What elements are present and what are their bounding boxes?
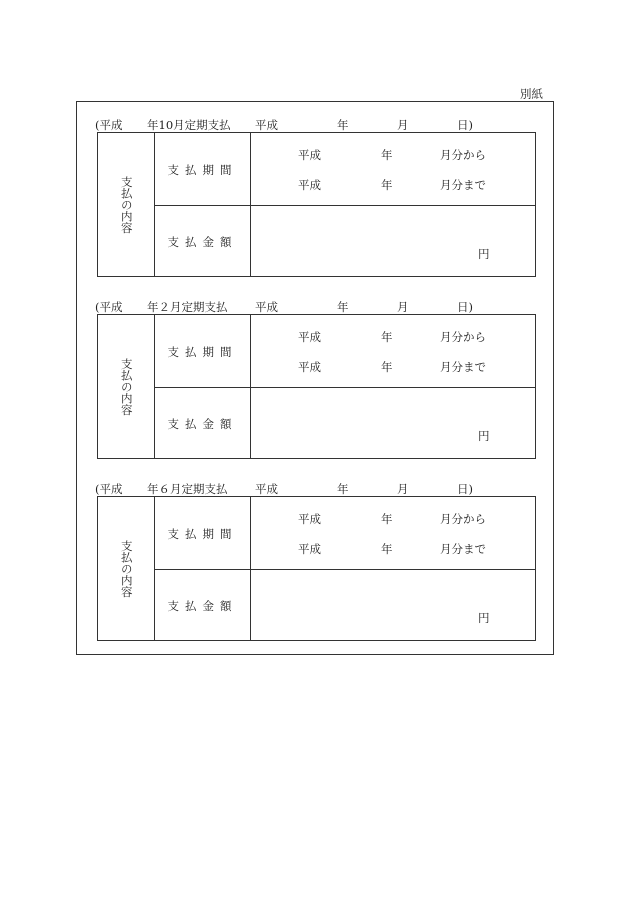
amount-label: 支払金額 <box>167 417 238 431</box>
header-open: (平成 <box>95 300 123 314</box>
header-month: 月 <box>397 482 409 496</box>
from-month: 月分から <box>440 330 486 344</box>
header-month: 月 <box>397 118 409 132</box>
document-frame <box>76 101 554 655</box>
period-label: 支払期間 <box>167 345 238 359</box>
to-era: 平成 <box>298 542 321 556</box>
section-header <box>77 117 553 133</box>
header-day: 日) <box>457 118 473 132</box>
header-year: 年 <box>337 482 349 496</box>
header-open: (平成 <box>95 482 123 496</box>
payment-table <box>97 496 536 641</box>
header-open: (平成 <box>95 118 123 132</box>
content-title: 支払の内容 <box>119 357 134 416</box>
to-month: 月分まで <box>440 542 486 556</box>
amount-label: 支払金額 <box>167 599 238 613</box>
content-title: 支払の内容 <box>119 539 134 598</box>
from-year: 年 <box>381 512 393 526</box>
currency-yen: 円 <box>478 429 490 443</box>
from-era: 平成 <box>298 148 321 162</box>
to-year: 年 <box>381 360 393 374</box>
row-divider <box>154 387 535 388</box>
from-era: 平成 <box>298 330 321 344</box>
to-year: 年 <box>381 542 393 556</box>
from-era: 平成 <box>298 512 321 526</box>
payment-table <box>97 132 536 277</box>
header-year: 年 <box>337 300 349 314</box>
header-era: 平成 <box>255 300 278 314</box>
currency-yen: 円 <box>478 611 490 625</box>
header-period: 年６月定期支払 <box>147 482 228 496</box>
header-period: 年２月定期支払 <box>147 300 228 314</box>
header-year: 年 <box>337 118 349 132</box>
header-era: 平成 <box>255 482 278 496</box>
to-month: 月分まで <box>440 178 486 192</box>
period-label: 支払期間 <box>167 163 238 177</box>
header-day: 日) <box>457 300 473 314</box>
header-period: 年10月定期支払 <box>147 118 231 132</box>
to-era: 平成 <box>298 178 321 192</box>
to-month: 月分まで <box>440 360 486 374</box>
period-label: 支払期間 <box>167 527 238 541</box>
attachment-label: 別紙 <box>520 87 543 101</box>
section-header <box>77 481 553 497</box>
section-header <box>77 299 553 315</box>
currency-yen: 円 <box>478 247 490 261</box>
from-year: 年 <box>381 330 393 344</box>
header-era: 平成 <box>255 118 278 132</box>
header-month: 月 <box>397 300 409 314</box>
from-year: 年 <box>381 148 393 162</box>
from-month: 月分から <box>440 148 486 162</box>
header-day: 日) <box>457 482 473 496</box>
from-month: 月分から <box>440 512 486 526</box>
payment-table <box>97 314 536 459</box>
row-divider <box>154 205 535 206</box>
to-year: 年 <box>381 178 393 192</box>
to-era: 平成 <box>298 360 321 374</box>
amount-label: 支払金額 <box>167 235 238 249</box>
row-divider <box>154 569 535 570</box>
content-title: 支払の内容 <box>119 175 134 234</box>
